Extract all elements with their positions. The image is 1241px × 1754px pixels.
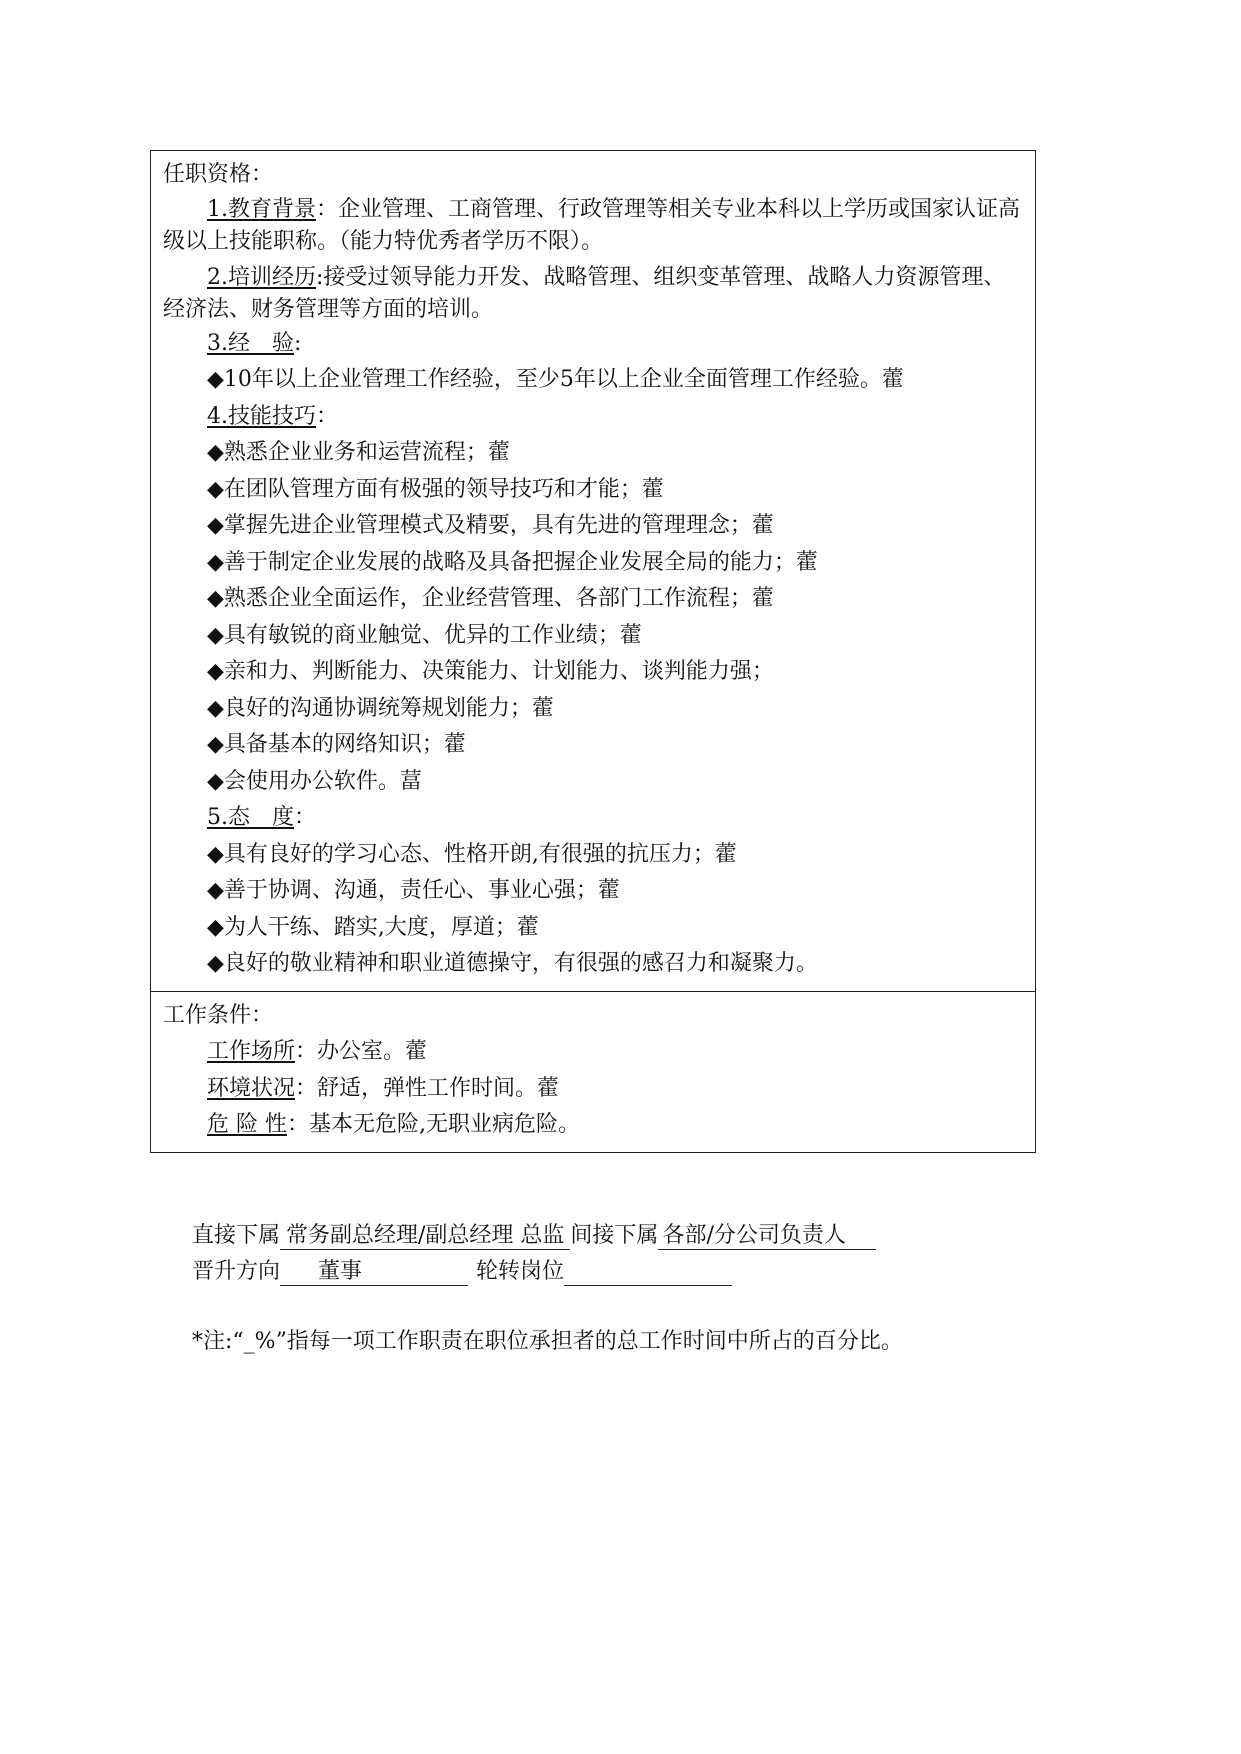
workplace-label: 工作场所 [207, 1039, 296, 1064]
conditions-section [151, 991, 1035, 1152]
risk-text: ：基本无危险,无职业病危险。 [287, 1112, 580, 1137]
education-paragraph [163, 194, 1023, 258]
attitude-heading: 5.态 度： [207, 805, 317, 830]
attitude-label: 5.态 度 [207, 805, 294, 830]
risk-row [163, 1107, 1023, 1144]
training-text: :接受过领导能力开发、战略管理、组织变革管理、战略人力资源管理、经济法、财务管理等方面的培训。 [163, 264, 1006, 322]
career-row [192, 1254, 732, 1286]
education-text: ：企业管理、工商管理、行政管理等相关专业本科以上学历或国家认证高级以上技能职称。（能力特优秀者学历不限）。 [163, 196, 1021, 254]
environment-text: ：舒适，弹性工作时间。藿 [295, 1075, 560, 1101]
attitude-item: ◆具有良好的学习心态、性格开朗,有很强的抗压力；藿 [207, 841, 737, 867]
skills-item: ◆良好的沟通协调统筹规划能力；藿 [207, 695, 554, 721]
environment-row [163, 1071, 1023, 1108]
qualifications-section [151, 151, 1035, 991]
experience-item: ◆10年以上企业管理工作经验，至少5年以上企业全面管理工作经验。藿 [207, 367, 904, 392]
skills-item: ◆掌握先进企业管理模式及精要，具有先进的管理理念；藿 [207, 513, 774, 538]
skills-item: ◆善于制定企业发展的战略及具备把握企业发展全局的能力；藿 [207, 549, 818, 575]
skills-item: ◆熟悉企业全面运作，企业经营管理、各部门工作流程；藿 [207, 586, 774, 611]
experience-label: 3.经 验 [207, 330, 294, 356]
workplace-text: ：办公室。藿 [295, 1039, 428, 1064]
skills-label: 4.技能技巧 [207, 403, 316, 429]
indirect-subordinate-label: 间接下属 [570, 1223, 659, 1248]
qualifications-title: 任职资格： [163, 162, 274, 187]
direct-subordinate-value: 常务副总经理/副总经理 总监 [280, 1223, 570, 1250]
rotation-label: 轮转岗位 [476, 1259, 565, 1284]
experience-heading: 3.经 验: [207, 330, 302, 356]
training-paragraph [163, 262, 1023, 326]
attitude-item: ◆为人干练、踏实,大度，厚道；藿 [207, 914, 539, 940]
rotation-value [564, 1285, 732, 1286]
attitude-item: ◆善于协调、沟通，责任心、事业心强；藿 [207, 878, 620, 903]
education-label: 1.教育背景 [207, 196, 316, 222]
promotion-label: 晋升方向 [192, 1259, 281, 1284]
skills-item: ◆熟悉企业业务和运营流程；藿 [207, 440, 510, 465]
skills-heading: 4.技能技巧： [207, 403, 339, 429]
environment-label: 环境状况 [207, 1075, 296, 1101]
attitude-item: ◆良好的敬业精神和职业道德操守，有很强的感召力和凝聚力。 [207, 951, 818, 976]
promotion-value: 董事 [280, 1259, 468, 1286]
skills-item: ◆具有敏锐的商业触觉、优异的工作业绩；藿 [207, 622, 642, 648]
skills-item: ◆具备基本的网络知识；藿 [207, 732, 466, 757]
conditions-title: 工作条件： [163, 1002, 274, 1028]
skills-item: ◆在团队管理方面有极强的领导技巧和才能；藿 [207, 476, 664, 502]
workplace-row [163, 1034, 1023, 1071]
direct-subordinate-label: 直接下属 [192, 1223, 281, 1248]
skills-item: ◆亲和力、判断能力、决策能力、计划能力、谈判能力强； [207, 659, 774, 684]
training-label: 2.培训经历 [207, 264, 316, 290]
job-description-table [150, 150, 1036, 1153]
subordinates-row [192, 1218, 876, 1250]
indirect-subordinate-value: 各部/分公司负责人 [658, 1223, 875, 1250]
footnote: *注:“_%”指每一项工作职责在职位承担者的总工作时间中所占的百分比。 [192, 1329, 903, 1354]
skills-item: ◆会使用办公软件。葍 [207, 768, 422, 794]
risk-label: 危 险 性 [207, 1112, 287, 1137]
